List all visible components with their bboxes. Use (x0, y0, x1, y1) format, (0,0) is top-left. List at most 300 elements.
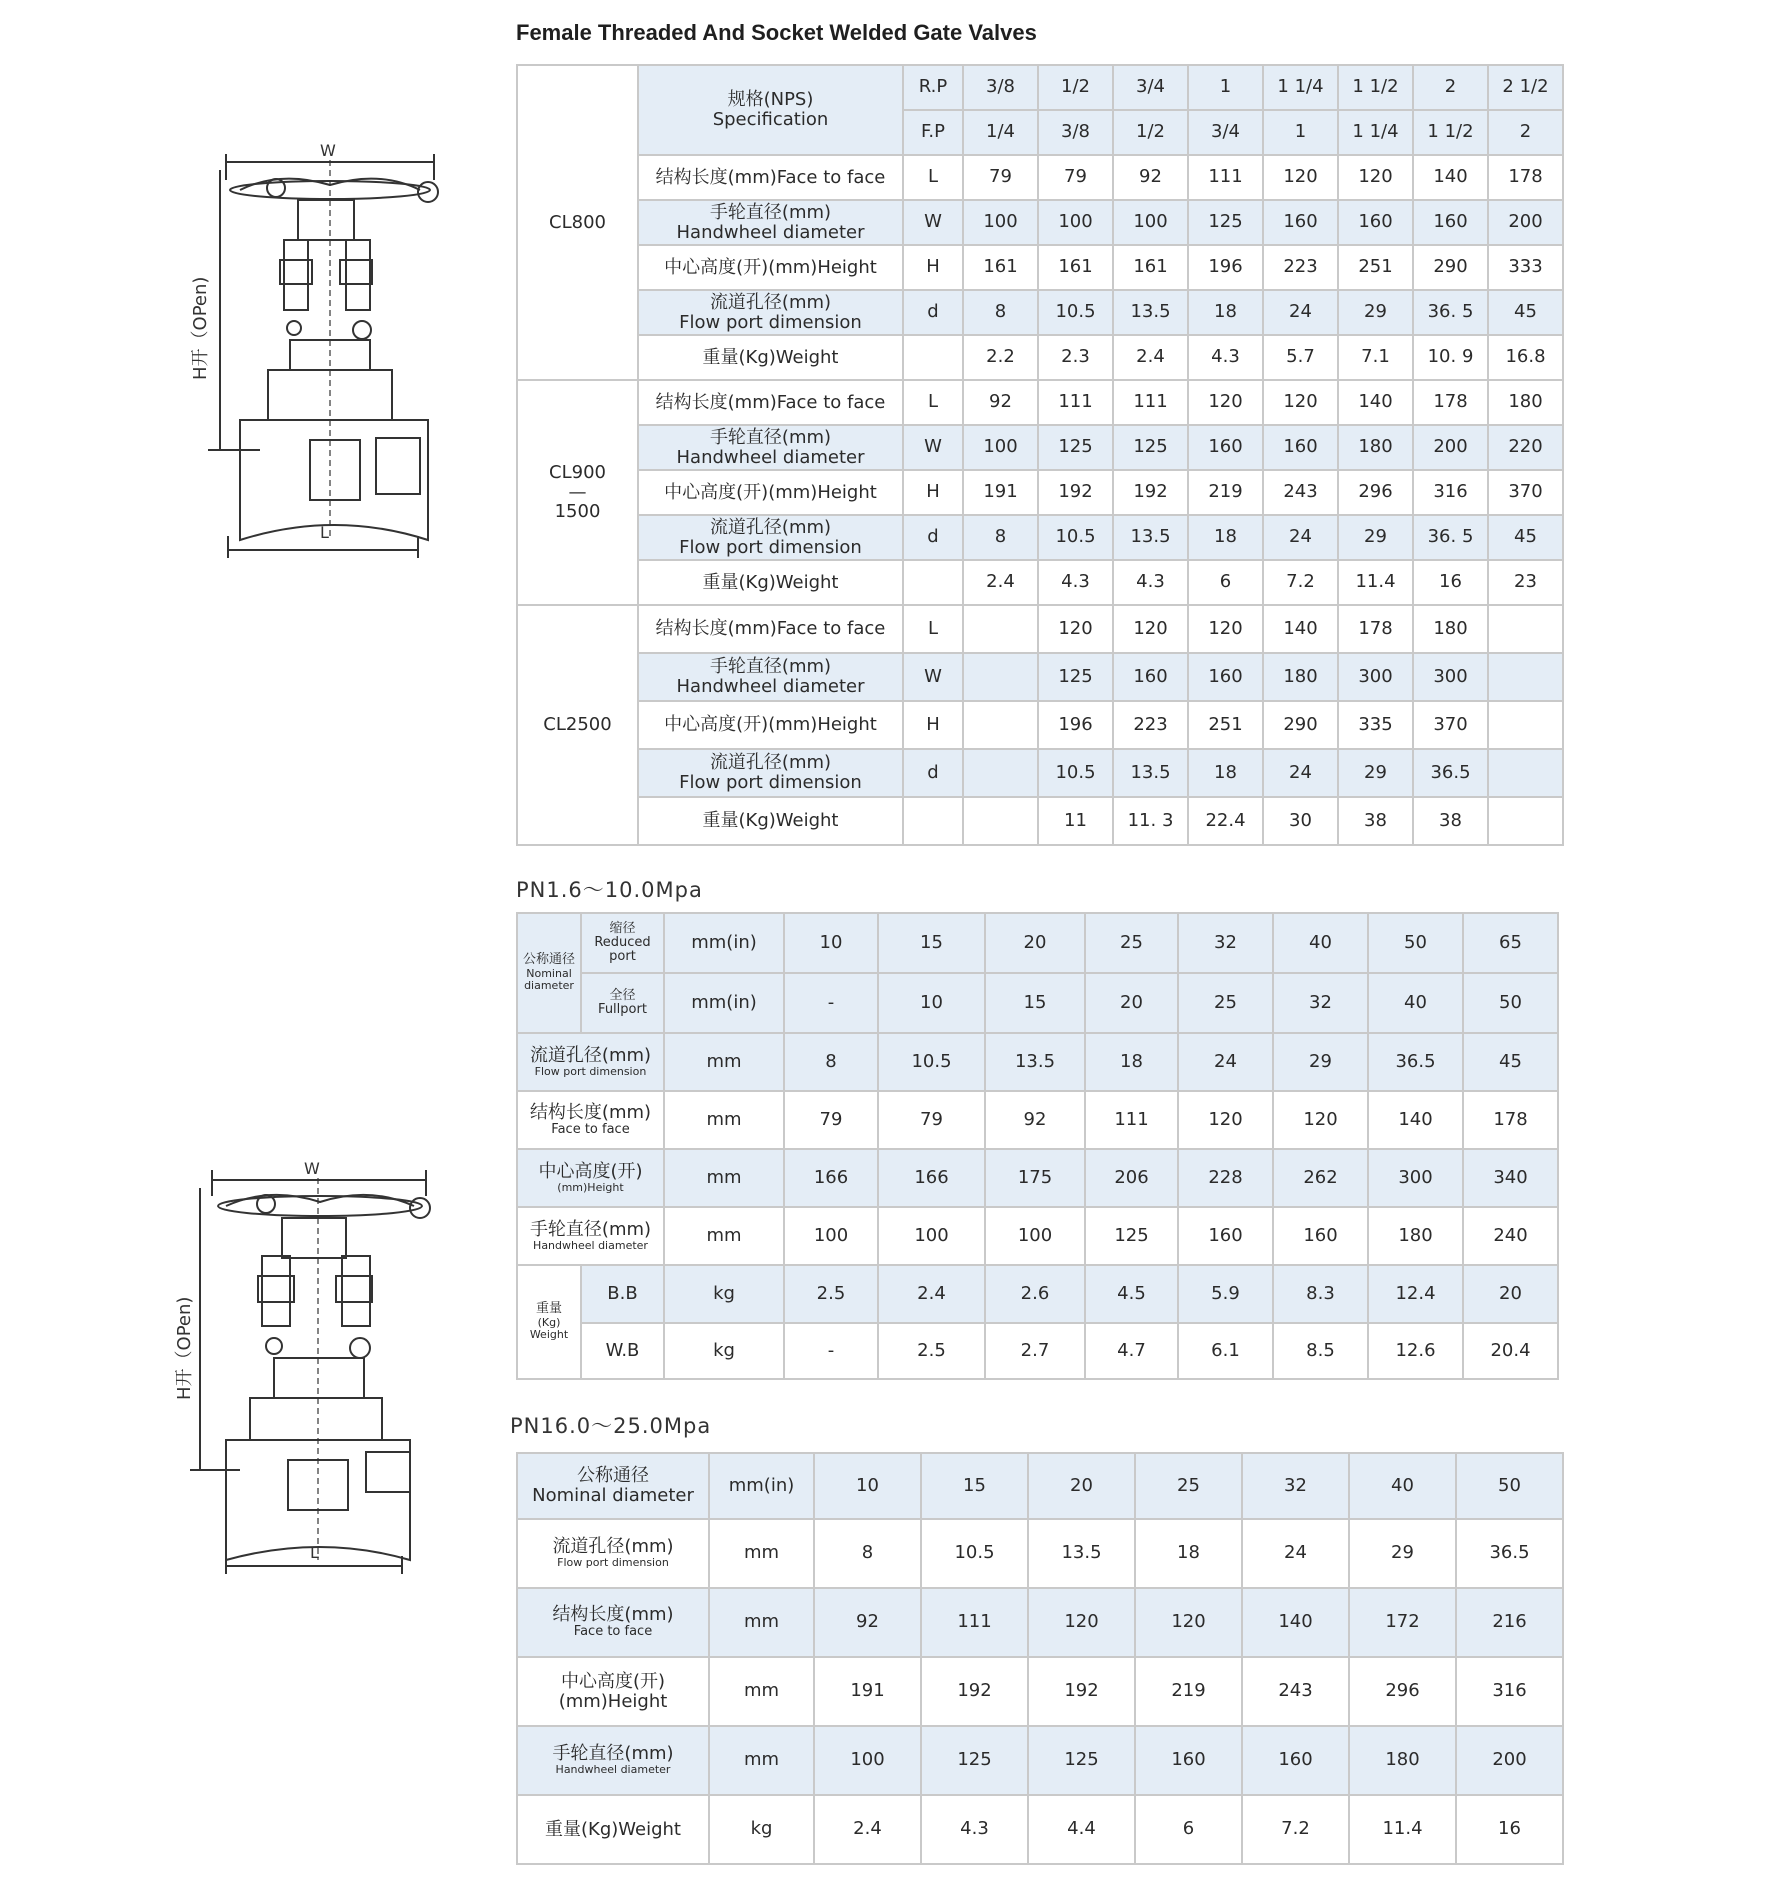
value-cell: 125 (1038, 653, 1113, 701)
table-row (517, 1726, 1563, 1795)
value-cell: 120 (1113, 605, 1188, 653)
table-row (517, 155, 1563, 200)
value-cell: 180 (1413, 605, 1488, 653)
value-cell: 220 (1488, 425, 1563, 470)
value-cell: 92 (814, 1588, 921, 1657)
unit-cell: mm(in) (709, 1453, 814, 1519)
row-symbol: H (903, 245, 963, 290)
gate-valve-diagram (180, 140, 440, 560)
table-row (517, 470, 1563, 515)
row-label-cn: 手轮直径(mm) (552, 1743, 674, 1765)
row-label (638, 290, 903, 335)
row-label-cn: 中心高度(开)(mm)Height (664, 256, 877, 278)
dimension-l-label: L (320, 523, 329, 542)
value-cell: 335 (1338, 701, 1413, 749)
row-symbol (903, 335, 963, 380)
size-cell: 10 (784, 913, 878, 973)
value-cell: 140 (1368, 1091, 1463, 1149)
fp-size: 1 (1263, 110, 1338, 155)
class-rating-table-body (517, 65, 1563, 845)
rp-row (517, 65, 1563, 110)
row-label (517, 1588, 709, 1657)
value-cell: 206 (1085, 1149, 1178, 1207)
value-cell: 38 (1413, 797, 1488, 845)
table-row (517, 653, 1563, 701)
value-cell: 92 (1113, 155, 1188, 200)
row-label-en: Face to face (573, 1624, 653, 1640)
value-cell (1488, 701, 1563, 749)
value-cell: 24 (1263, 515, 1338, 560)
value-cell: 316 (1456, 1657, 1563, 1726)
value-cell: 2.4 (1113, 335, 1188, 380)
row-symbol: d (903, 515, 963, 560)
table-row (517, 1519, 1563, 1588)
value-cell: 10.5 (1038, 749, 1113, 797)
unit-cell: mm (664, 1091, 784, 1149)
row-label (638, 701, 903, 749)
value-cell: 180 (1349, 1726, 1456, 1795)
nominal-row (517, 1453, 1563, 1519)
value-cell: 4.3 (1188, 335, 1263, 380)
value-cell: 160 (1413, 200, 1488, 245)
table-row (517, 515, 1563, 560)
table-row (517, 1588, 1563, 1657)
value-cell: 36.5 (1456, 1519, 1563, 1588)
value-cell: - (784, 1323, 878, 1379)
value-cell: 316 (1413, 470, 1488, 515)
class-label: CL2500 (543, 714, 612, 736)
value-cell: 6 (1188, 560, 1263, 605)
row-label-cn: 流道孔径(mm) (529, 1044, 652, 1066)
value-cell: 161 (1038, 245, 1113, 290)
unit-cell: mm (664, 1207, 784, 1265)
row-label-en: Handwheel diameter (676, 221, 865, 243)
value-cell: 4.3 (921, 1795, 1028, 1864)
row-label-cn: 流道孔径(mm) (709, 752, 832, 774)
size-cell: 15 (921, 1453, 1028, 1519)
size-cell: 20 (1028, 1453, 1135, 1519)
row-label-cn: 手轮直径(mm) (709, 656, 832, 678)
reduced-en: Reduced (594, 934, 651, 950)
value-cell: 8.5 (1273, 1323, 1368, 1379)
spec-header (638, 65, 903, 155)
table-row (517, 749, 1563, 797)
value-cell: 8 (814, 1519, 921, 1588)
fp-size: 3/8 (1038, 110, 1113, 155)
spec-label-cn: 规格(NPS) (727, 89, 814, 111)
row-label (517, 1207, 664, 1265)
value-cell: 196 (1188, 245, 1263, 290)
value-cell: 111 (1188, 155, 1263, 200)
row-label-cn: 结构长度(mm)Face to face (655, 618, 886, 640)
row-label-en: Handwheel diameter (555, 1763, 671, 1777)
size-cell: 25 (1178, 973, 1273, 1033)
value-cell: 10.5 (1038, 515, 1113, 560)
value-cell: 2.4 (878, 1265, 985, 1323)
row-symbol: H (903, 470, 963, 515)
value-cell: 5.7 (1263, 335, 1338, 380)
value-cell: 192 (1028, 1657, 1135, 1726)
value-cell: 8.3 (1273, 1265, 1368, 1323)
table-row (517, 1795, 1563, 1864)
value-cell: 111 (921, 1588, 1028, 1657)
row-label-en: Flow port dimension (557, 1556, 669, 1570)
value-cell: 175 (985, 1149, 1085, 1207)
row-symbol: L (903, 155, 963, 200)
table-row (517, 245, 1563, 290)
weight-cn: 重量 (535, 1301, 562, 1317)
row-label (517, 1795, 709, 1864)
value-cell: 192 (921, 1657, 1028, 1726)
nominal-header (517, 913, 581, 1033)
value-cell: 4.3 (1038, 560, 1113, 605)
value-cell: 300 (1338, 653, 1413, 701)
value-cell: 160 (1135, 1726, 1242, 1795)
gate-valve-drawing-top (180, 140, 440, 560)
value-cell: 251 (1188, 701, 1263, 749)
value-cell: 160 (1338, 200, 1413, 245)
fp-size: 1 1/4 (1338, 110, 1413, 155)
full-en: Fullport (598, 1002, 647, 1017)
row-label-cn: 流道孔径(mm) (709, 516, 832, 538)
value-cell: 29 (1273, 1033, 1368, 1091)
dimension-w-label: W (320, 141, 336, 160)
value-cell: 120 (1028, 1588, 1135, 1657)
row-label (517, 1091, 664, 1149)
size-cell: 50 (1368, 913, 1463, 973)
value-cell: 8 (784, 1033, 878, 1091)
table-row (517, 335, 1563, 380)
unit-cell: mm(in) (664, 913, 784, 973)
value-cell: 240 (1463, 1207, 1558, 1265)
row-symbol (903, 797, 963, 845)
size-cell: 50 (1456, 1453, 1563, 1519)
row-symbol: L (903, 380, 963, 425)
row-symbol: d (903, 749, 963, 797)
row-label-cn: 中心高度(开)(mm)Height (664, 481, 877, 503)
pn-range-label-2: PN16.0～25.0Mpa (510, 1414, 712, 1438)
reduced-cn: 缩径 (609, 920, 636, 936)
value-cell: 45 (1488, 515, 1563, 560)
table-row (517, 701, 1563, 749)
unit-cell: mm (664, 1149, 784, 1207)
value-cell: 223 (1263, 245, 1338, 290)
value-cell (1488, 605, 1563, 653)
gate-valve-diagram-2 (170, 1160, 440, 1580)
size-cell: 10 (878, 973, 985, 1033)
class-cell (517, 65, 638, 380)
weight-unit: (Kg) (537, 1315, 561, 1329)
weight-bb-row (517, 1265, 1558, 1323)
value-cell: 16 (1413, 560, 1488, 605)
value-cell: 100 (784, 1207, 878, 1265)
row-symbol (903, 560, 963, 605)
weight-en: Weight (529, 1328, 569, 1342)
value-cell: 111 (1085, 1091, 1178, 1149)
value-cell: 180 (1488, 380, 1563, 425)
row-label (517, 1149, 664, 1207)
table-row (517, 560, 1563, 605)
value-cell: 4.5 (1085, 1265, 1178, 1323)
size-cell: 32 (1242, 1453, 1349, 1519)
table-row (517, 1033, 1558, 1091)
value-cell: 2.3 (1038, 335, 1113, 380)
value-cell: 45 (1463, 1033, 1558, 1091)
value-cell: 4.3 (1113, 560, 1188, 605)
pn160-250-table-body (517, 1453, 1563, 1864)
row-label-cn: 手轮直径(mm) (709, 201, 832, 223)
value-cell: 223 (1113, 701, 1188, 749)
value-cell: 29 (1349, 1519, 1456, 1588)
value-cell: 262 (1273, 1149, 1368, 1207)
dimension-h-label: H开（OPen) (190, 276, 211, 380)
value-cell: 12.6 (1368, 1323, 1463, 1379)
value-cell: 100 (1113, 200, 1188, 245)
value-cell: 192 (1113, 470, 1188, 515)
value-cell: 36. 5 (1413, 290, 1488, 335)
value-cell: 100 (985, 1207, 1085, 1265)
value-cell: 45 (1488, 290, 1563, 335)
value-cell: 120 (1038, 605, 1113, 653)
value-cell: 140 (1338, 380, 1413, 425)
page-title: Female Threaded And Socket Welded Gate Valves (516, 20, 1037, 45)
pn160-250-table (516, 1452, 1564, 1865)
value-cell (963, 701, 1038, 749)
value-cell: 160 (1273, 1207, 1368, 1265)
unit-cell: kg (709, 1795, 814, 1864)
value-cell: 20 (1463, 1265, 1558, 1323)
value-cell: 161 (1113, 245, 1188, 290)
value-cell: 79 (784, 1091, 878, 1149)
value-cell: 120 (1263, 155, 1338, 200)
value-cell: 92 (963, 380, 1038, 425)
size-cell: 32 (1273, 973, 1368, 1033)
unit-cell: kg (664, 1265, 784, 1323)
value-cell: 140 (1413, 155, 1488, 200)
rp-size: 3/8 (963, 65, 1038, 110)
row-label-cn: 结构长度(mm)Face to face (655, 166, 886, 188)
rp-size: 3/4 (1113, 65, 1188, 110)
value-cell: 92 (985, 1091, 1085, 1149)
row-label-en: (mm)Height (557, 1180, 624, 1194)
value-cell: 172 (1349, 1588, 1456, 1657)
gate-valve-drawing-bottom (170, 1160, 440, 1580)
row-label-cn: 重量(Kg)Weight (702, 346, 839, 368)
value-cell: 120 (1135, 1588, 1242, 1657)
dimension-w-label-2: W (304, 1160, 320, 1178)
row-label-cn: 手轮直径(mm) (529, 1218, 652, 1240)
nominal-header (517, 1453, 709, 1519)
reduced-port-row (517, 913, 1558, 973)
value-cell: 2.5 (878, 1323, 985, 1379)
value-cell: 79 (963, 155, 1038, 200)
reduced-header (581, 913, 664, 973)
value-cell: 18 (1188, 515, 1263, 560)
value-cell: 36. 5 (1413, 515, 1488, 560)
value-cell: 125 (1028, 1726, 1135, 1795)
value-cell: 178 (1413, 380, 1488, 425)
nominal-en-2: diameter (524, 979, 574, 993)
size-cell: 20 (1085, 973, 1178, 1033)
wb-label: W.B (581, 1323, 664, 1379)
value-cell: 290 (1263, 701, 1338, 749)
row-label (638, 380, 903, 425)
table-row (517, 1149, 1558, 1207)
value-cell: 2.7 (985, 1323, 1085, 1379)
value-cell: 20.4 (1463, 1323, 1558, 1379)
value-cell: 160 (1263, 200, 1338, 245)
row-label-en: Handwheel diameter (676, 676, 865, 697)
value-cell: 196 (1038, 701, 1113, 749)
row-label-en: Flow port dimension (679, 311, 862, 333)
row-label-cn: 流道孔径(mm) (552, 1536, 674, 1558)
row-label-en: Face to face (551, 1121, 630, 1137)
value-cell: 29 (1338, 290, 1413, 335)
table-row (517, 1091, 1558, 1149)
row-label (638, 200, 903, 245)
row-label (517, 1519, 709, 1588)
value-cell: 4.4 (1028, 1795, 1135, 1864)
value-cell: 36.5 (1368, 1033, 1463, 1091)
value-cell: 191 (963, 470, 1038, 515)
row-label (638, 515, 903, 560)
unit-cell: mm (709, 1588, 814, 1657)
value-cell: 228 (1178, 1149, 1273, 1207)
value-cell: 161 (963, 245, 1038, 290)
table-row (517, 797, 1563, 845)
class-label-2: 1500 (554, 501, 601, 523)
value-cell: 178 (1463, 1091, 1558, 1149)
fp-size: 2 (1488, 110, 1563, 155)
value-cell: 100 (814, 1726, 921, 1795)
value-cell: 24 (1263, 290, 1338, 335)
row-label-cn: 重量(Kg)Weight (702, 810, 839, 832)
table-row (517, 1657, 1563, 1726)
value-cell: 178 (1338, 605, 1413, 653)
full-port-row (517, 973, 1558, 1033)
table-row (517, 290, 1563, 335)
value-cell: 79 (1038, 155, 1113, 200)
size-cell: 50 (1463, 973, 1558, 1033)
unit-cell: mm (709, 1657, 814, 1726)
value-cell: 140 (1242, 1588, 1349, 1657)
value-cell: 180 (1338, 425, 1413, 470)
value-cell: 2.5 (784, 1265, 878, 1323)
weight-header (517, 1265, 581, 1379)
value-cell: 290 (1413, 245, 1488, 290)
row-label-cn: 流道孔径(mm) (709, 291, 832, 313)
value-cell: 100 (1038, 200, 1113, 245)
size-cell: - (784, 973, 878, 1033)
value-cell: 216 (1456, 1588, 1563, 1657)
row-label-cn: 手轮直径(mm) (709, 426, 832, 448)
value-cell: 10.5 (1038, 290, 1113, 335)
value-cell: 10. 9 (1413, 335, 1488, 380)
value-cell: 219 (1135, 1657, 1242, 1726)
fp-size: 3/4 (1188, 110, 1263, 155)
reduced-en-2: port (609, 949, 636, 965)
row-symbol: W (903, 200, 963, 245)
row-label (638, 560, 903, 605)
value-cell: 13.5 (1113, 749, 1188, 797)
value-cell: 4.7 (1085, 1323, 1178, 1379)
row-symbol: H (903, 701, 963, 749)
size-cell: 40 (1368, 973, 1463, 1033)
value-cell: 29 (1338, 749, 1413, 797)
nominal-cn: 公称通径 (577, 1465, 649, 1487)
table-row (517, 200, 1563, 245)
size-cell: 15 (878, 913, 985, 973)
value-cell: 120 (1188, 605, 1263, 653)
value-cell: 100 (963, 200, 1038, 245)
value-cell (1488, 749, 1563, 797)
value-cell: 243 (1263, 470, 1338, 515)
value-cell: 10.5 (921, 1519, 1028, 1588)
value-cell (963, 749, 1038, 797)
weight-wb-row (517, 1323, 1558, 1379)
value-cell: 11. 3 (1113, 797, 1188, 845)
value-cell: 300 (1413, 653, 1488, 701)
value-cell: 13.5 (1028, 1519, 1135, 1588)
value-cell: 192 (1038, 470, 1113, 515)
nominal-en: Nominal diameter (532, 1485, 694, 1506)
size-cell: 40 (1349, 1453, 1456, 1519)
value-cell: 160 (1188, 653, 1263, 701)
row-label-en: Handwheel diameter (533, 1238, 648, 1252)
value-cell: 7.2 (1242, 1795, 1349, 1864)
value-cell: 251 (1338, 245, 1413, 290)
row-label-cn: 结构长度(mm)Face to face (655, 391, 886, 413)
value-cell: 200 (1413, 425, 1488, 470)
row-label-cn: 结构长度(mm) (552, 1604, 674, 1626)
value-cell: 111 (1038, 380, 1113, 425)
value-cell: 2.4 (963, 560, 1038, 605)
rp-size: 1 1/2 (1338, 65, 1413, 110)
value-cell: 16.8 (1488, 335, 1563, 380)
row-label (638, 749, 903, 797)
value-cell: 12.4 (1368, 1265, 1463, 1323)
full-cn: 全径 (609, 987, 636, 1003)
row-label-cn: 重量(Kg)Weight (702, 571, 839, 593)
value-cell: 160 (1113, 653, 1188, 701)
row-symbol: d (903, 290, 963, 335)
row-symbol: L (903, 605, 963, 653)
size-cell: 65 (1463, 913, 1558, 973)
value-cell: 111 (1113, 380, 1188, 425)
value-cell: 79 (878, 1091, 985, 1149)
value-cell: 5.9 (1178, 1265, 1273, 1323)
row-label (638, 245, 903, 290)
rp-size: 2 (1413, 65, 1488, 110)
row-label (517, 1657, 709, 1726)
full-header (581, 973, 664, 1033)
fp-size: 1/4 (963, 110, 1038, 155)
value-cell: 8 (963, 515, 1038, 560)
value-cell: 24 (1242, 1519, 1349, 1588)
value-cell: 120 (1273, 1091, 1368, 1149)
fp-size: 1 1/2 (1413, 110, 1488, 155)
value-cell: 10.5 (878, 1033, 985, 1091)
value-cell: 296 (1338, 470, 1413, 515)
rp-size: 2 1/2 (1488, 65, 1563, 110)
value-cell: 140 (1263, 605, 1338, 653)
value-cell: 2.6 (985, 1265, 1085, 1323)
nominal-en: Nominal (526, 966, 572, 980)
row-label (638, 605, 903, 653)
unit-cell: mm(in) (664, 973, 784, 1033)
row-label (517, 1726, 709, 1795)
row-label-en: Handwheel diameter (676, 446, 865, 468)
